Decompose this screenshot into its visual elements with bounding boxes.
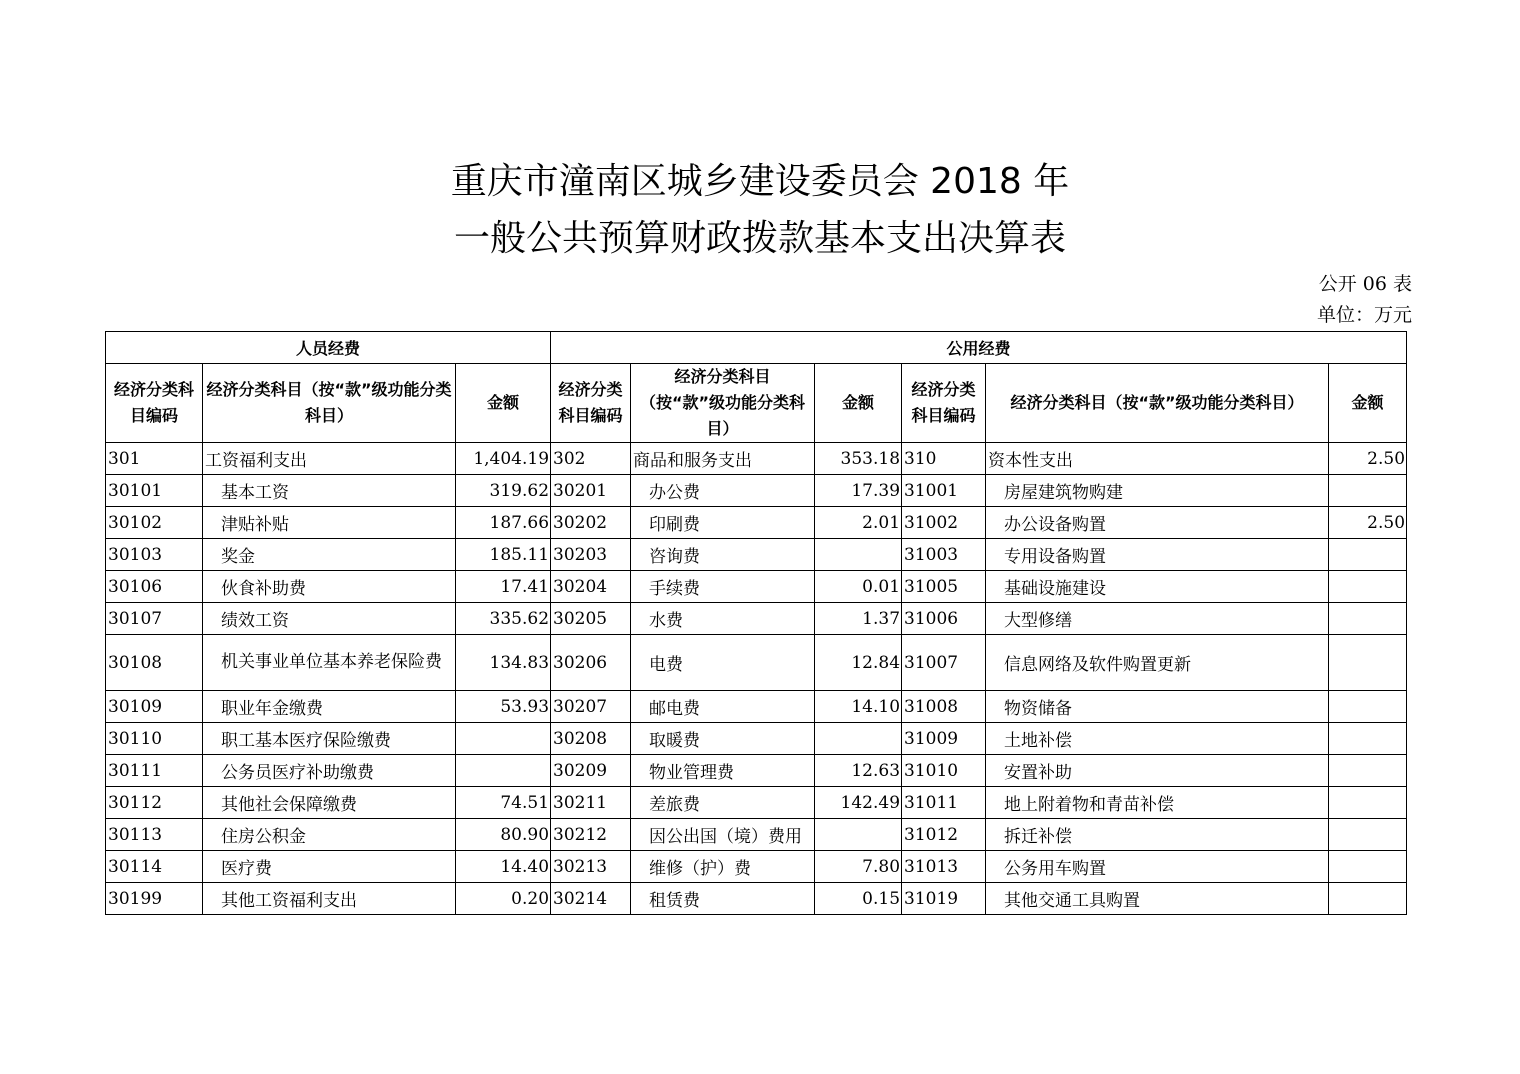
header-personnel-name: 经济分类科目（按“款”级功能分类科目）: [203, 364, 456, 443]
goods-amount: [815, 539, 902, 571]
capital-amount: [1329, 539, 1407, 571]
table-row: [106, 851, 1407, 883]
capital-code: 31007: [902, 635, 986, 691]
goods-code: 30204: [551, 571, 631, 603]
goods-amount: 0.15: [815, 883, 902, 915]
goods-name: 取暖费: [631, 723, 815, 755]
goods-name: 水费: [631, 603, 815, 635]
personnel-name: 其他社会保障缴费: [203, 787, 456, 819]
goods-name: 差旅费: [631, 787, 815, 819]
personnel-name: 公务员医疗补助缴费: [203, 755, 456, 787]
goods-amount: [815, 723, 902, 755]
capital-name: 房屋建筑物购建: [986, 475, 1329, 507]
goods-code: 30213: [551, 851, 631, 883]
goods-code: 30212: [551, 819, 631, 851]
expenditure-table: [105, 331, 1407, 915]
goods-code: 30211: [551, 787, 631, 819]
personnel-code: 301: [106, 443, 203, 475]
table-row: [106, 819, 1407, 851]
goods-name: 因公出国（境）费用: [631, 819, 815, 851]
capital-amount: [1329, 883, 1407, 915]
capital-code: 31002: [902, 507, 986, 539]
personnel-name: 职工基本医疗保险缴费: [203, 723, 456, 755]
header-capital-amount: 金额: [1329, 364, 1407, 443]
goods-name: 租赁费: [631, 883, 815, 915]
capital-amount: [1329, 787, 1407, 819]
goods-amount: 12.84: [815, 635, 902, 691]
goods-amount: 142.49: [815, 787, 902, 819]
capital-name: 安置补助: [986, 755, 1329, 787]
table-row: [106, 443, 1407, 475]
header-personnel-amount: 金额: [456, 364, 551, 443]
section-personnel: 人员经费: [106, 332, 551, 364]
personnel-name: 津贴补贴: [203, 507, 456, 539]
form-number: 公开 06 表: [1318, 273, 1412, 295]
capital-amount: [1329, 755, 1407, 787]
personnel-code: 30107: [106, 603, 203, 635]
personnel-code: 30112: [106, 787, 203, 819]
goods-code: 30206: [551, 635, 631, 691]
personnel-name: 住房公积金: [203, 819, 456, 851]
personnel-amount: 1,404.19: [456, 443, 551, 475]
capital-name: 物资储备: [986, 691, 1329, 723]
personnel-name: 职业年金缴费: [203, 691, 456, 723]
personnel-code: 30109: [106, 691, 203, 723]
personnel-name: 其他工资福利支出: [203, 883, 456, 915]
goods-code: 30201: [551, 475, 631, 507]
personnel-amount: 134.83: [456, 635, 551, 691]
personnel-name: 基本工资: [203, 475, 456, 507]
personnel-code: 30113: [106, 819, 203, 851]
capital-code: 31001: [902, 475, 986, 507]
goods-code: 302: [551, 443, 631, 475]
goods-code: 30209: [551, 755, 631, 787]
personnel-amount: 17.41: [456, 571, 551, 603]
capital-code: 31003: [902, 539, 986, 571]
table-row: [106, 723, 1407, 755]
table-row: [106, 883, 1407, 915]
goods-name: 手续费: [631, 571, 815, 603]
header-personnel-code: 经济分类科目编码: [106, 364, 203, 443]
personnel-amount: 319.62: [456, 475, 551, 507]
goods-name: 邮电费: [631, 691, 815, 723]
capital-code: 31013: [902, 851, 986, 883]
goods-amount: 2.01: [815, 507, 902, 539]
goods-code: 30214: [551, 883, 631, 915]
personnel-name: 医疗费: [203, 851, 456, 883]
capital-amount: [1329, 819, 1407, 851]
capital-name: 专用设备购置: [986, 539, 1329, 571]
personnel-code: 30199: [106, 883, 203, 915]
personnel-code: 30114: [106, 851, 203, 883]
goods-amount: 0.01: [815, 571, 902, 603]
capital-code: 310: [902, 443, 986, 475]
capital-name: 地上附着物和青苗补偿: [986, 787, 1329, 819]
personnel-code: 30102: [106, 507, 203, 539]
capital-amount: 2.50: [1329, 443, 1407, 475]
personnel-name: [203, 635, 456, 691]
personnel-amount: 185.11: [456, 539, 551, 571]
capital-name: 大型修缮: [986, 603, 1329, 635]
capital-name: 拆迁补偿: [986, 819, 1329, 851]
capital-name: 公务用车购置: [986, 851, 1329, 883]
capital-code: 31005: [902, 571, 986, 603]
goods-amount: 353.18: [815, 443, 902, 475]
personnel-amount: 187.66: [456, 507, 551, 539]
unit-label: 单位：万元: [1316, 304, 1412, 326]
personnel-code: 30106: [106, 571, 203, 603]
personnel-name-text: 机关事业单位基本养老保险费: [221, 652, 442, 672]
capital-amount: [1329, 691, 1407, 723]
capital-name: 基础设施建设: [986, 571, 1329, 603]
personnel-amount: 14.40: [456, 851, 551, 883]
personnel-amount: 0.20: [456, 883, 551, 915]
capital-name: 土地补偿: [986, 723, 1329, 755]
goods-amount: 17.39: [815, 475, 902, 507]
header-goods-name: 经济分类科目（按“款”级功能分类科目）: [631, 364, 815, 443]
personnel-name: 奖金: [203, 539, 456, 571]
capital-amount: [1329, 723, 1407, 755]
capital-code: 31012: [902, 819, 986, 851]
capital-amount: [1329, 851, 1407, 883]
goods-code: 30208: [551, 723, 631, 755]
capital-code: 31008: [902, 691, 986, 723]
goods-name: 物业管理费: [631, 755, 815, 787]
personnel-name: 绩效工资: [203, 603, 456, 635]
title-line-2: 一般公共预算财政拨款基本支出决算表: [453, 218, 1066, 259]
personnel-amount: 335.62: [456, 603, 551, 635]
personnel-code: 30111: [106, 755, 203, 787]
personnel-amount: 80.90: [456, 819, 551, 851]
goods-amount: 12.63: [815, 755, 902, 787]
capital-code: 31011: [902, 787, 986, 819]
goods-name: 印刷费: [631, 507, 815, 539]
capital-name: 信息网络及软件购置更新: [986, 635, 1329, 691]
personnel-amount: 53.93: [456, 691, 551, 723]
goods-code: 30202: [551, 507, 631, 539]
personnel-code: 30103: [106, 539, 203, 571]
table-row: [106, 571, 1407, 603]
personnel-name: 工资福利支出: [203, 443, 456, 475]
table-row: [106, 539, 1407, 571]
personnel-amount: 74.51: [456, 787, 551, 819]
table-row: [106, 755, 1407, 787]
capital-amount: 2.50: [1329, 507, 1407, 539]
goods-code: 30207: [551, 691, 631, 723]
goods-code: 30205: [551, 603, 631, 635]
capital-code: 31019: [902, 883, 986, 915]
goods-amount: 14.10: [815, 691, 902, 723]
goods-name: 维修（护）费: [631, 851, 815, 883]
capital-name: 办公设备购置: [986, 507, 1329, 539]
goods-name: 办公费: [631, 475, 815, 507]
capital-amount: [1329, 475, 1407, 507]
personnel-code: 30108: [106, 635, 203, 691]
personnel-amount: [456, 755, 551, 787]
header-goods-code: 经济分类科目编码: [551, 364, 631, 443]
goods-amount: 1.37: [815, 603, 902, 635]
personnel-name: 伙食补助费: [203, 571, 456, 603]
header-capital-code: 经济分类科目编码: [902, 364, 986, 443]
capital-code: 31006: [902, 603, 986, 635]
capital-amount: [1329, 635, 1407, 691]
capital-amount: [1329, 571, 1407, 603]
capital-name: 其他交通工具购置: [986, 883, 1329, 915]
table-row: [106, 603, 1407, 635]
goods-name: 咨询费: [631, 539, 815, 571]
section-public: 公用经费: [551, 332, 1407, 364]
header-goods-amount: 金额: [815, 364, 902, 443]
title-line-1: 重庆市潼南区城乡建设委员会 2018 年: [450, 161, 1070, 202]
goods-code: 30203: [551, 539, 631, 571]
goods-name: 电费: [631, 635, 815, 691]
goods-name: 商品和服务支出: [631, 443, 815, 475]
capital-name: 资本性支出: [986, 443, 1329, 475]
capital-code: 31009: [902, 723, 986, 755]
capital-code: 31010: [902, 755, 986, 787]
table-row: [106, 635, 1407, 691]
table-row: [106, 787, 1407, 819]
personnel-code: 30101: [106, 475, 203, 507]
personnel-amount: [456, 723, 551, 755]
table-row: [106, 475, 1407, 507]
table-row: [106, 691, 1407, 723]
table-row: [106, 507, 1407, 539]
personnel-code: 30110: [106, 723, 203, 755]
goods-amount: [815, 819, 902, 851]
goods-amount: 7.80: [815, 851, 902, 883]
capital-amount: [1329, 603, 1407, 635]
header-capital-name: 经济分类科目（按“款”级功能分类科目）: [986, 364, 1329, 443]
